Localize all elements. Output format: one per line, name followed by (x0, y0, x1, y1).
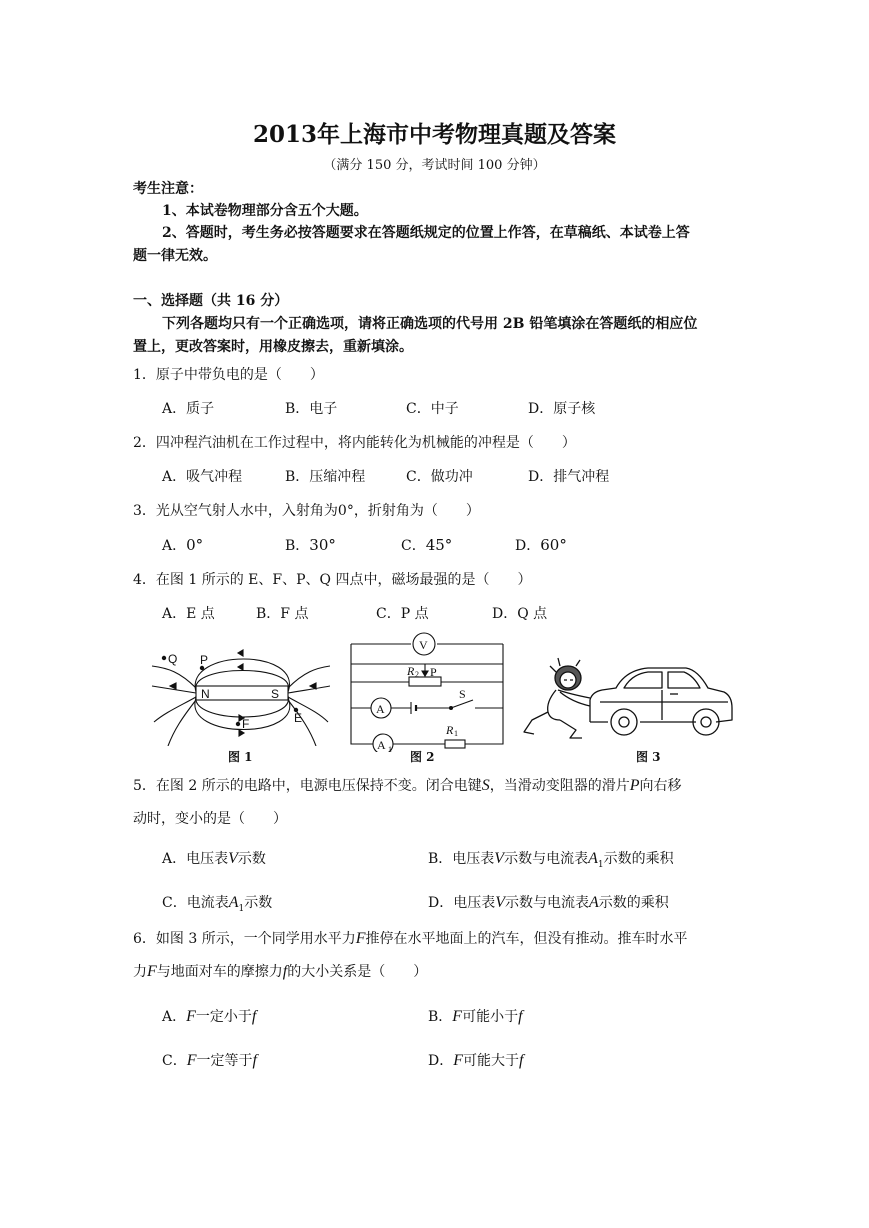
label-e: E (294, 711, 303, 725)
section-heading: 一、选择题（共 16 分） (133, 293, 289, 309)
label-f: F (242, 717, 250, 731)
question-2-stem: 2．四冲程汽油机在工作过程中，将内能转化为机械能的冲程是（ ） (133, 435, 576, 451)
question-2-option-c: C．做功冲 (406, 469, 473, 485)
figure-3-person-pushing-car (520, 650, 736, 742)
label-v: V (419, 638, 428, 652)
label-s: S (271, 687, 280, 701)
section-instruction-line-2: 置上，更改答案时，用橡皮擦去，重新填涂。 (133, 339, 413, 355)
question-1-option-d: D．原子核 (528, 401, 596, 417)
question-6-line-2: 力F与地面对车的摩擦力f的大小关系是（ ） (133, 963, 428, 980)
question-5-line-2: 动时，变小的是（ ） (133, 811, 287, 827)
label-q: Q (168, 652, 178, 666)
question-3-option-c: C．45° (401, 536, 453, 554)
point-q-dot (162, 656, 166, 660)
label-p: P (430, 665, 437, 679)
question-1-option-b: B．电子 (285, 401, 338, 417)
question-3-stem: 3．光从空气射人水中，入射角为0°，折射角为（ ） (133, 503, 480, 519)
label-n: N (201, 687, 210, 701)
label-a: A (376, 702, 385, 716)
question-5-option-c: C．电流表$A_1$示数 (162, 894, 273, 914)
question-4-option-d: D．Q 点 (492, 606, 548, 622)
notice-item-2-line-2: 题一律无效。 (133, 248, 217, 264)
question-1-option-a: A．质子 (162, 401, 215, 417)
question-1-option-c: C．中子 (406, 401, 459, 417)
label-a1-sub: 1 (388, 745, 392, 752)
page-subtitle: （满分 150 分，考试时间 100 分钟） (323, 158, 546, 173)
notice-heading: 考生注意： (133, 181, 203, 197)
question-3-option-d: D．60° (515, 536, 567, 554)
notice-item-2-line-1: 2、答题时，考生务必按答题要求在答题纸规定的位置上作答，在草稿纸、本试卷上答 (162, 225, 690, 241)
resistor-r1 (445, 740, 465, 748)
question-5-option-b: B．电压表V示数与电流表$A_1$示数的乘积 (428, 850, 674, 870)
figure-1-caption: 图 1 (228, 750, 253, 764)
point-f-dot (236, 722, 240, 726)
label-p: P (200, 653, 209, 667)
question-4-option-b: B．F 点 (256, 606, 309, 622)
question-5-line-1: 5．在图 2 所示的电路中，电源电压保持不变。闭合电键S，当滑动变阻器的滑片P向右移 (133, 777, 682, 794)
question-3-option-b: B．30° (285, 536, 336, 554)
question-6-option-d: D．F可能大于f (428, 1052, 524, 1069)
label-r2: R (407, 664, 415, 678)
question-5-option-a: A．电压表V示数 (162, 850, 266, 867)
question-6-option-a: A．F一定小于f (162, 1008, 257, 1025)
figure-2-caption: 图 2 (410, 750, 435, 764)
notice-item-1: 1、本试卷物理部分含五个大题。 (162, 203, 368, 219)
question-1-stem: 1．原子中带负电的是（ ） (133, 367, 324, 383)
label-r2-sub: 2 (415, 670, 419, 679)
question-5-option-d: D．电压表V示数与电流表A示数的乘积 (428, 894, 669, 911)
question-6-line-1: 6．如图 3 所示，一个同学用水平力F推停在水平地面上的汽车，但没有推动。推车时水平 (133, 930, 688, 947)
label-r1-sub: 1 (454, 729, 458, 738)
question-2-option-a: A．吸气冲程 (162, 469, 243, 485)
question-4-option-c: C．P 点 (376, 606, 429, 622)
figure-2-circuit-diagram (345, 628, 510, 752)
label-r1: R (446, 723, 454, 737)
question-4-stem: 4．在图 1 所示的 E、F、P、Q 四点中，磁场最强的是（ ） (133, 572, 532, 588)
section-instruction-line-1: 下列各题均只有一个正确选项，请将正确选项的代号用 2B 铅笔填涂在答题纸的相应位 (162, 316, 698, 332)
figure-1-magnet-diagram (150, 642, 330, 746)
question-3-option-a: A．0° (162, 536, 204, 554)
label-a1: A (377, 738, 386, 752)
question-6-option-c: C．F一定等于f (162, 1052, 257, 1069)
question-4-option-a: A．E 点 (162, 606, 215, 622)
question-6-option-b: B．F可能小于f (428, 1008, 523, 1025)
figure-3-caption: 图 3 (636, 750, 661, 764)
page-title: 2013年上海市中考物理真题及答案 (252, 121, 616, 148)
question-2-option-b: B．压缩冲程 (285, 469, 366, 485)
question-2-option-d: D．排气冲程 (528, 469, 610, 485)
label-s: S (459, 687, 466, 701)
